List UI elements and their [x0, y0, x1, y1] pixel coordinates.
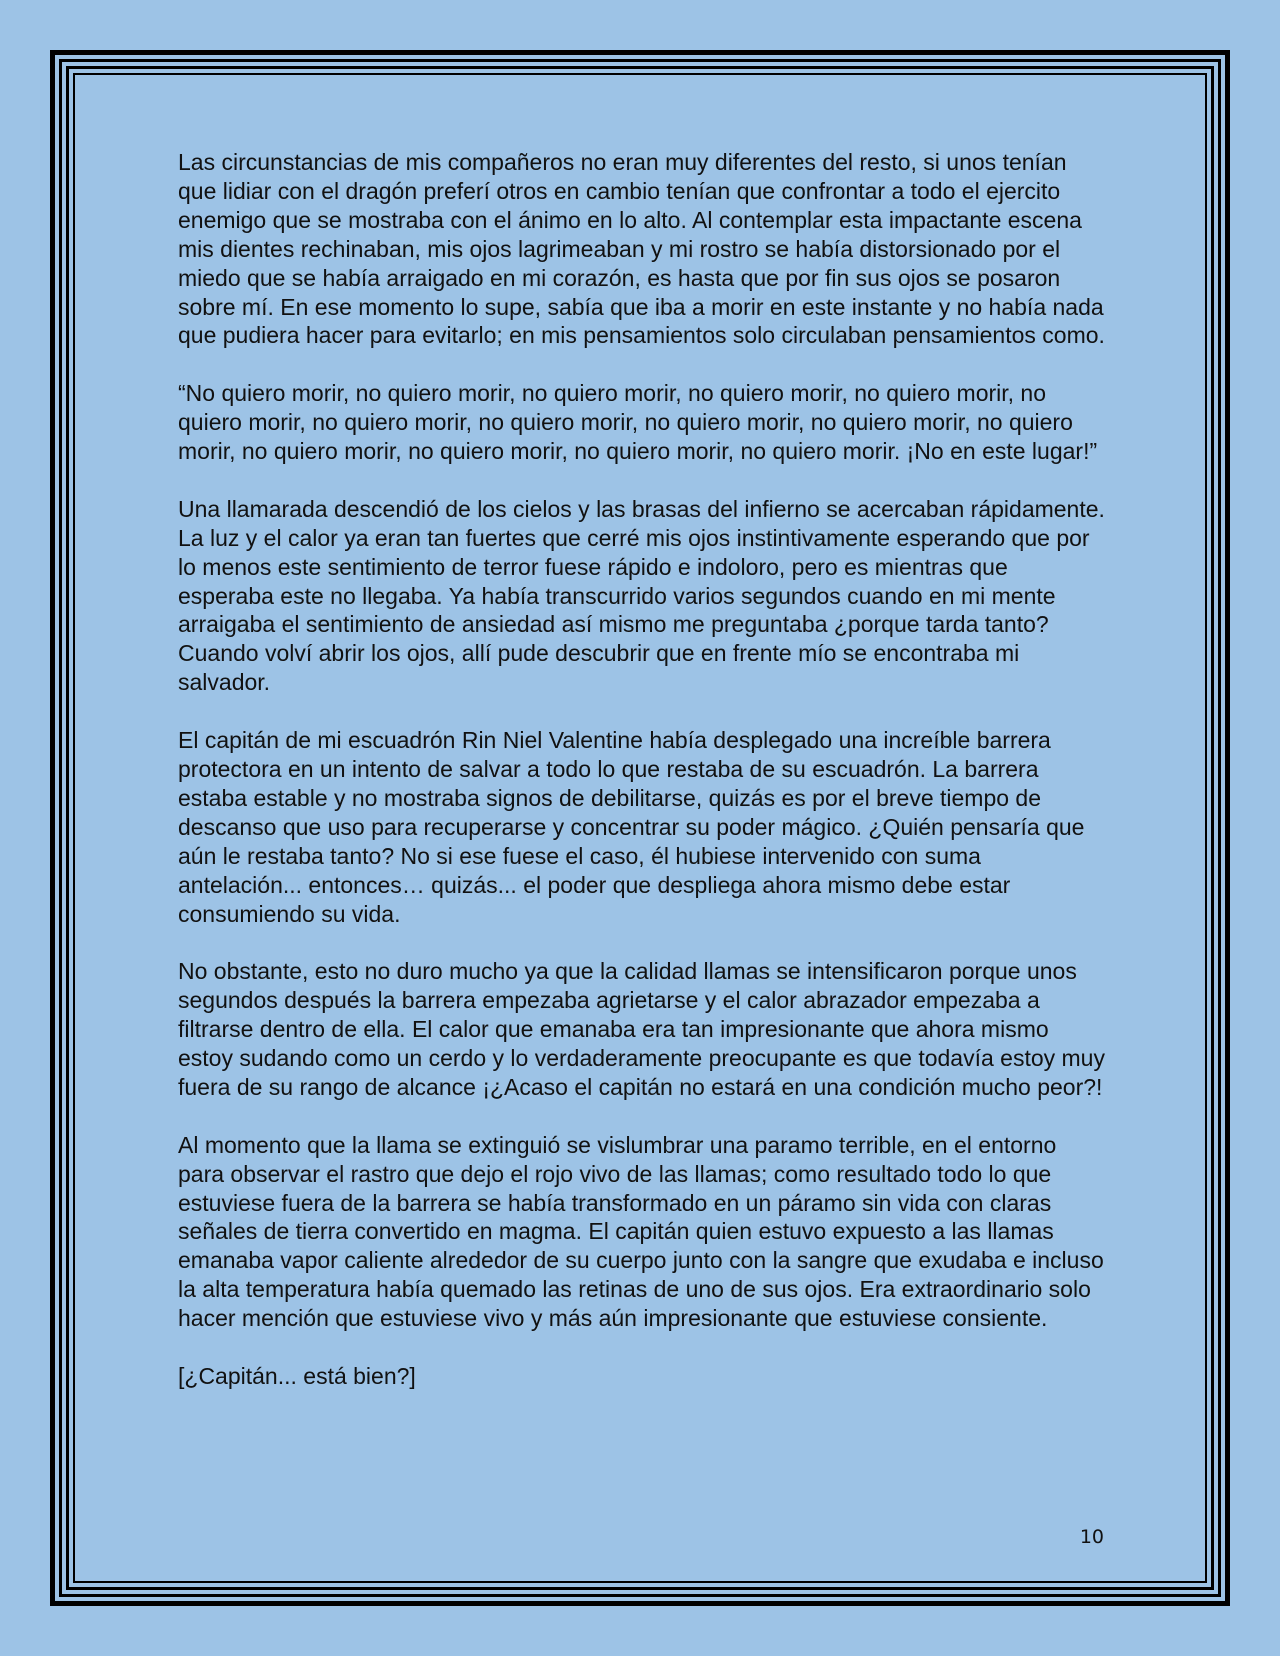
- paragraph-6: Al momento que la llama se extinguió se vislumbrar una paramo terrible, en el entorno para observar el rastro que dejo el rojo vivo de las llamas; como resultado todo lo que estuviese fuera de la barrera se había transformado en un páramo sin vida con claras señales de tierra convertido en magma. El capitán quien estuvo expuesto a las llamas emanaba vapor caliente alrededor de su cuerpo junto con la sangre que exudaba e incluso la alta temperatura había quemado las retinas de uno de sus ojos. Era extraordinario solo hacer mención que estuviese vivo y más aún impresionante que estuviese consiente.: [178, 1131, 1104, 1332]
- paragraph-1: Las circunstancias de mis compañeros no eran muy diferentes del resto, si unos tenían que lidiar con el dragón preferí otros en cambio tenían que confrontar a todo el ejercito enemigo que se mostraba con el ánimo en lo alto. Al contemplar esta impactante escena mis dientes rechinaban, mis ojos lagrimeaban y mi rostro se había distorsionado por el miedo que se había arraigado en mi corazón, es hasta que por fin sus ojos se posaron sobre mí. En ese momento lo supe, sabía que iba a morir en este instante y no había nada que pudiera hacer para evitarlo; en mis pensamientos solo circulaban pensamientos como.: [178, 149, 1105, 349]
- paragraph-2: “No quiero morir, no quiero morir, no quiero morir, no quiero morir, no quiero morir, no quiero morir, no quiero morir, no quiero morir, no quiero morir, no quiero morir, no quiero morir, no quiero morir, no quiero morir, no quiero morir, no quiero morir. ¡No en este lugar!”: [178, 380, 1098, 465]
- page-body: [178, 148, 1108, 1420]
- paragraph-3: Una llamarada descendió de los cielos y las brasas del infierno se acercaban rápidamente. La luz y el calor ya eran tan fuertes que cerré mis ojos instintivamente esperando que por lo menos este sentimiento de terror fuese rápido e indoloro, pero es mientras que esperaba este no llegaba. Ya había transcurrido varios segundos cuando en mi mente arraigaba el sentimiento de ansiedad así mismo me preguntaba ¿porque tarda tanto? Cuando volví abrir los ojos, allí pude descubrir que en frente mío se encontraba mi salvador.: [178, 495, 1105, 696]
- paragraph-4: El capitán de mi escuadrón Rin Niel Valentine había desplegado una increíble barrera protectora en un intento de salvar a todo lo que restaba de su escuadrón. La barrera estaba estable y no mostraba signos de debilitarse, quizás es por el breve tiempo de descanso que uso para recuperarse y concentrar su poder mágico. ¿Quién pensaría que aún le restaba tanto? No si ese fuese el caso, él hubiese intervenido con suma antelación... entonces… quizás... el poder que despliega ahora mismo debe estar consumiendo su vida.: [178, 727, 1085, 927]
- paragraph-5: No obstante, esto no duro mucho ya que la calidad llamas se intensificaron porque unos segundos después la barrera empezaba agrietarse y el calor abrazador empezaba a filtrarse dentro de ella. El calor que emanaba era tan impresionante que ahora mismo estoy sudando como un cerdo y lo verdaderamente preocupante es que todavía estoy muy fuera de su rango de alcance ¡¿Acaso el capitán no estará en una condición mucho peor?!: [178, 958, 1105, 1100]
- paragraph-7: [¿Capitán... está bien?]: [178, 1362, 416, 1389]
- page-number: 10: [1079, 1526, 1104, 1548]
